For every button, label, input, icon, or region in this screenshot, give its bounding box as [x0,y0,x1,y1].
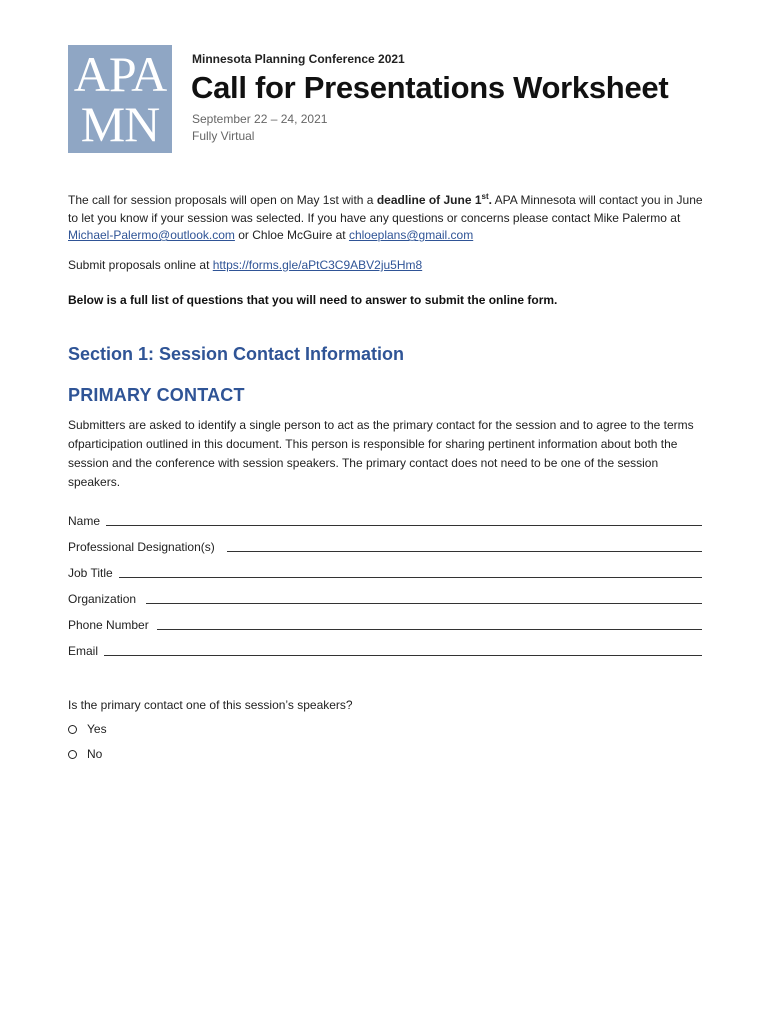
fill-in-line[interactable] [227,539,702,552]
primary-contact-description: Submitters are asked to identify a single person to act as the primary contact for the session and to agree to the terms ofparticipation outlined in this document. This person is responsible for sharing pertinent information about both the session and the conference with session speakers. The primary contact does not need to be one of the session speakers. [68,418,694,489]
intro-text-2: APA Minnesota will contact you in June to let you know if your session was selected. If you have any questions or concerns please contact Mike Palermo at [68,193,703,225]
email-field[interactable] [68,642,702,658]
name-field[interactable] [68,512,702,528]
questions-note: Below is a full list of questions that you will need to answer to submit the online form. [68,293,558,307]
radio-circle-icon[interactable] [68,725,77,734]
professional-designation-field[interactable] [68,538,702,554]
field-label: Email [68,644,99,658]
intro-text-3: or Chloe McGuire at [234,228,349,242]
fill-in-line[interactable] [146,591,702,604]
submit-text: Submit proposals online at [68,258,213,272]
organization-field[interactable] [68,590,702,606]
conference-format: Fully Virtual [192,129,255,143]
speaker-question: Is the primary contact one of this session’s speakers? [68,698,353,712]
intro-text-1: The call for session proposals will open on May 1st with a [68,193,377,207]
field-label: Job Title [68,566,113,580]
option-label: Yes [87,722,107,736]
email-link-palermo[interactable]: Michael-Palermo@outlook.com [68,228,235,242]
fill-in-line[interactable] [104,643,702,656]
fill-in-line[interactable] [157,617,702,630]
logo-line-2: MN [80,96,160,152]
deadline-period: . [488,193,492,207]
field-label: Professional Designation(s) [68,540,215,554]
conference-name: Minnesota Planning Conference 2021 [192,52,405,66]
field-label: Organization [68,592,137,606]
deadline-suffix: st [481,192,489,201]
fill-in-line[interactable] [119,565,702,578]
intro-paragraph [68,188,708,245]
submit-line [68,258,422,272]
option-yes[interactable] [68,722,107,736]
option-label: No [87,747,103,761]
apa-mn-logo [68,45,172,153]
field-label: Name [68,514,101,528]
logo-line-1: APA [73,46,167,102]
page-title: Call for Presentations Worksheet [191,70,669,105]
option-no[interactable] [68,747,102,761]
fill-in-line[interactable] [106,513,702,526]
phone-number-field[interactable] [68,616,702,632]
radio-circle-icon[interactable] [68,750,77,759]
job-title-field[interactable] [68,564,702,580]
deadline-text [377,193,492,207]
field-label: Phone Number [68,618,149,632]
section-heading: Section 1: Session Contact Information [68,344,405,364]
primary-contact-heading: PRIMARY CONTACT [68,385,245,405]
email-link-mcguire[interactable]: chloeplans@gmail.com [348,228,474,242]
form-url-link[interactable]: https://forms.gle/aPtC3C9ABV2ju5Hm8 [212,258,423,272]
deadline-main: deadline of June 1 [376,193,482,207]
conference-dates: September 22 – 24, 2021 [192,112,328,126]
